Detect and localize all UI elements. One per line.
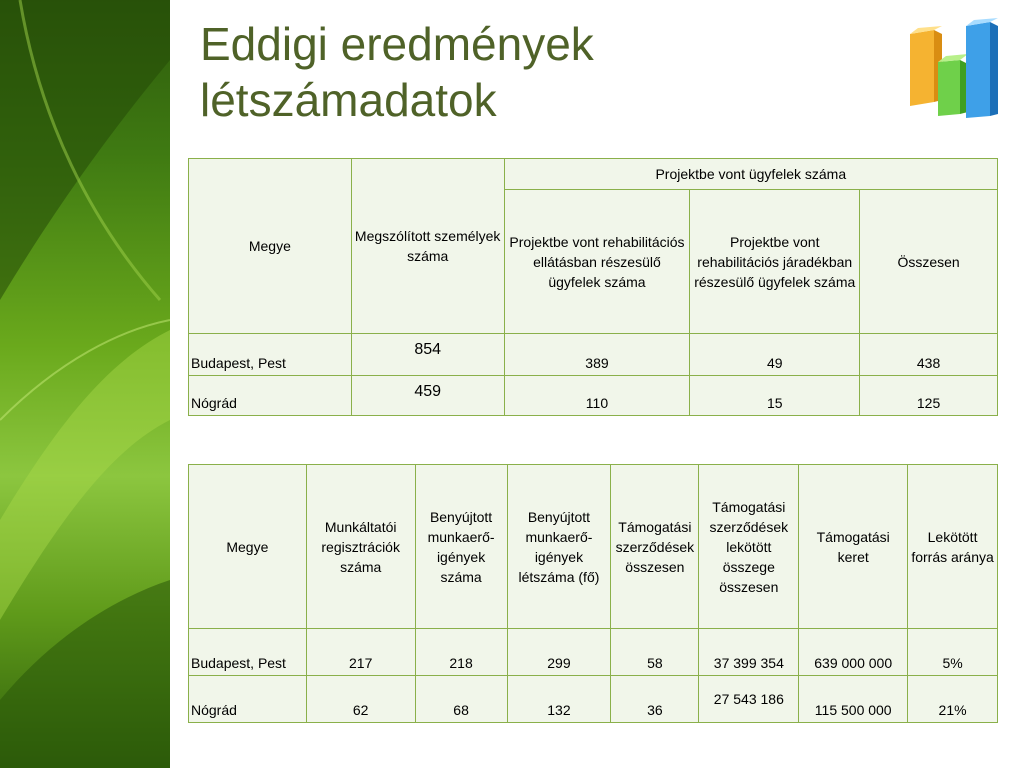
header-rehab-care: Projektbe vont rehabilitációs ellátásban részesülő ügyfelek száma bbox=[504, 190, 690, 334]
header-requests: Benyújtott munkaerő-igények száma bbox=[415, 465, 507, 629]
cell-rehab-care: 110 bbox=[504, 376, 690, 416]
cell-ratio: 21% bbox=[908, 676, 998, 723]
header-ratio: Lekötött forrás aránya bbox=[908, 465, 998, 629]
cell-rehab-benefit: 15 bbox=[690, 376, 860, 416]
title-line-1: Eddigi eredmények bbox=[200, 18, 594, 70]
cell-contract-amount: 37 399 354 bbox=[699, 629, 799, 676]
title-line-2: létszámadatok bbox=[200, 74, 497, 126]
cell-county: Budapest, Pest bbox=[189, 629, 307, 676]
header-group: Projektbe vont ügyfelek száma bbox=[504, 159, 997, 190]
table-row bbox=[189, 629, 998, 676]
cell-total: 125 bbox=[860, 376, 998, 416]
cell-total: 438 bbox=[860, 334, 998, 376]
header-total: Összesen bbox=[860, 190, 998, 334]
cell-request-headcount: 132 bbox=[507, 676, 611, 723]
table-row bbox=[189, 376, 998, 416]
bar-chart-icon-bar-green bbox=[938, 54, 968, 116]
header-county: Megye bbox=[189, 159, 352, 334]
header-addressed: Megszólított személyek száma bbox=[351, 159, 504, 334]
cell-county: Nógrád bbox=[189, 676, 307, 723]
header-contracts: Támogatási szerződések összesen bbox=[611, 465, 699, 629]
cell-rehab-benefit: 49 bbox=[690, 334, 860, 376]
cell-requests: 68 bbox=[415, 676, 507, 723]
bar-chart-icon bbox=[904, 18, 1004, 120]
cell-registrations: 62 bbox=[306, 676, 415, 723]
cell-addressed: 459 bbox=[351, 376, 504, 416]
table-row bbox=[189, 334, 998, 376]
header-county: Megye bbox=[189, 465, 307, 629]
header-budget: Támogatási keret bbox=[799, 465, 908, 629]
cell-registrations: 217 bbox=[306, 629, 415, 676]
cell-contracts: 36 bbox=[611, 676, 699, 723]
header-request-headcount: Benyújtott munkaerő-igények létszáma (fő) bbox=[507, 465, 611, 629]
header-registrations: Munkáltatói regisztrációk száma bbox=[306, 465, 415, 629]
table-employer-results bbox=[188, 464, 998, 723]
cell-county: Budapest, Pest bbox=[189, 334, 352, 376]
decorative-sidebar bbox=[0, 0, 170, 768]
bar-chart-icon-bar-blue bbox=[966, 18, 998, 118]
cell-budget: 115 500 000 bbox=[799, 676, 908, 723]
cell-contracts: 58 bbox=[611, 629, 699, 676]
cell-contract-amount: 27 543 186 bbox=[699, 676, 799, 723]
cell-addressed: 854 bbox=[351, 334, 504, 376]
table-row bbox=[189, 676, 998, 723]
cell-requests: 218 bbox=[415, 629, 507, 676]
slide-title bbox=[200, 16, 880, 128]
cell-county: Nógrád bbox=[189, 376, 352, 416]
bar-chart-icon-bar-orange bbox=[910, 26, 942, 106]
cell-budget: 639 000 000 bbox=[799, 629, 908, 676]
cell-rehab-care: 389 bbox=[504, 334, 690, 376]
table-participant-counts bbox=[188, 158, 998, 416]
cell-request-headcount: 299 bbox=[507, 629, 611, 676]
header-rehab-benefit: Projektbe vont rehabilitációs járadékban részesülő ügyfelek száma bbox=[690, 190, 860, 334]
header-contract-amount: Támogatási szerződések lekötött összege összesen bbox=[699, 465, 799, 629]
cell-ratio: 5% bbox=[908, 629, 998, 676]
